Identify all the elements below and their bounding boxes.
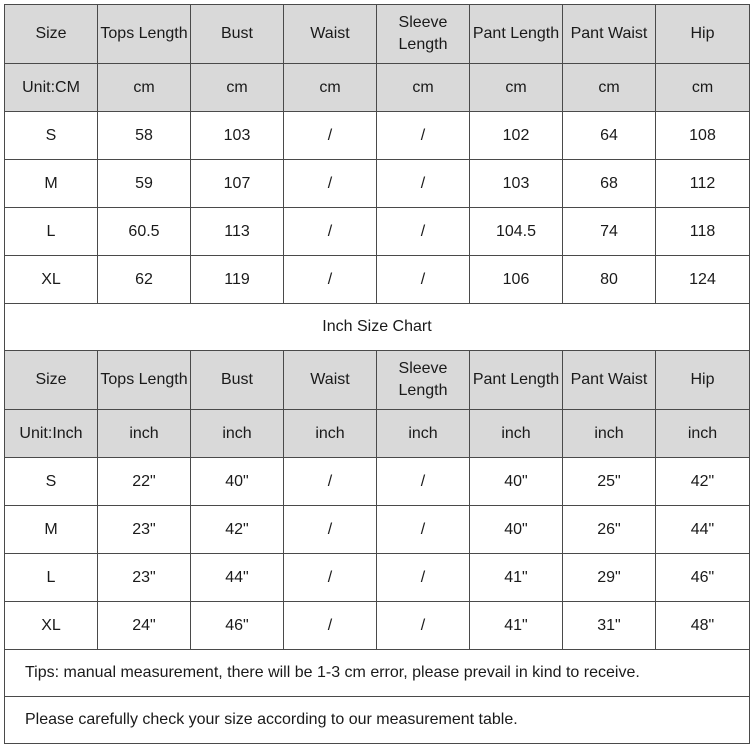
table-cell: 108 <box>656 112 750 160</box>
table-cell: 102 <box>470 112 563 160</box>
unit-cell: cm <box>98 64 191 112</box>
table-cell: 107 <box>191 160 284 208</box>
header-cell: Tops Length <box>98 5 191 64</box>
inch-header-row <box>5 351 750 410</box>
table-cell: / <box>377 458 470 506</box>
table-cell: 106 <box>470 256 563 304</box>
table-cell: 74 <box>563 208 656 256</box>
table-cell: 42" <box>656 458 750 506</box>
cm-unit-row <box>5 64 750 112</box>
table-cell: 41" <box>470 554 563 602</box>
table-cell: 25" <box>563 458 656 506</box>
table-cell: 113 <box>191 208 284 256</box>
table-cell: 112 <box>656 160 750 208</box>
table-cell: 24" <box>98 602 191 650</box>
header-cell: Pant Length <box>470 5 563 64</box>
table-cell: 124 <box>656 256 750 304</box>
unit-cell: cm <box>191 64 284 112</box>
size-chart-table <box>4 4 750 744</box>
header-cell: Tops Length <box>98 351 191 410</box>
unit-cell: cm <box>284 64 377 112</box>
table-cell: 46" <box>656 554 750 602</box>
table-cell: / <box>377 602 470 650</box>
check-size-row <box>5 697 750 744</box>
header-cell: Bust <box>191 5 284 64</box>
unit-cell: Unit:CM <box>5 64 98 112</box>
table-cell: / <box>377 160 470 208</box>
table-cell: 118 <box>656 208 750 256</box>
table-row <box>5 506 750 554</box>
unit-cell: cm <box>470 64 563 112</box>
tips-note: Tips: manual measurement, there will be 1-3 cm error, please prevail in kind to receive. <box>5 650 750 697</box>
table-row <box>5 256 750 304</box>
table-cell: 23" <box>98 554 191 602</box>
table-row <box>5 602 750 650</box>
table-cell: S <box>5 458 98 506</box>
table-cell: S <box>5 112 98 160</box>
header-cell: Hip <box>656 351 750 410</box>
table-cell: 119 <box>191 256 284 304</box>
table-cell: L <box>5 208 98 256</box>
table-cell: / <box>284 112 377 160</box>
table-cell: 48" <box>656 602 750 650</box>
table-cell: 41" <box>470 602 563 650</box>
table-cell: M <box>5 506 98 554</box>
size-chart <box>4 4 749 751</box>
table-cell: XL <box>5 256 98 304</box>
table-cell: 103 <box>470 160 563 208</box>
table-cell: M <box>5 160 98 208</box>
table-cell: / <box>284 506 377 554</box>
inch-title-row <box>5 304 750 351</box>
header-cell: Sleeve Length <box>377 5 470 64</box>
table-row <box>5 160 750 208</box>
table-cell: 64 <box>563 112 656 160</box>
unit-cell: inch <box>377 410 470 458</box>
header-cell: Waist <box>284 5 377 64</box>
table-row <box>5 112 750 160</box>
table-cell: 40" <box>191 458 284 506</box>
table-cell: 23" <box>98 506 191 554</box>
table-cell: 103 <box>191 112 284 160</box>
unit-cell: inch <box>563 410 656 458</box>
table-cell: 58 <box>98 112 191 160</box>
table-row <box>5 208 750 256</box>
table-cell: 29" <box>563 554 656 602</box>
unit-cell: inch <box>470 410 563 458</box>
header-cell: Pant Waist <box>563 351 656 410</box>
table-cell: / <box>377 112 470 160</box>
check-size-note: Please carefully check your size according to our measurement table. <box>5 697 750 744</box>
table-cell: 44" <box>656 506 750 554</box>
table-cell: 26" <box>563 506 656 554</box>
table-cell: L <box>5 554 98 602</box>
table-cell: / <box>284 160 377 208</box>
table-cell: 60.5 <box>98 208 191 256</box>
table-cell: 104.5 <box>470 208 563 256</box>
header-cell: Bust <box>191 351 284 410</box>
table-cell: / <box>377 256 470 304</box>
table-cell: 68 <box>563 160 656 208</box>
header-cell: Size <box>5 351 98 410</box>
table-row <box>5 458 750 506</box>
table-cell: 44" <box>191 554 284 602</box>
table-cell: / <box>284 458 377 506</box>
table-cell: 59 <box>98 160 191 208</box>
cm-header-row <box>5 5 750 64</box>
table-cell: / <box>284 256 377 304</box>
inch-unit-row <box>5 410 750 458</box>
unit-cell: inch <box>284 410 377 458</box>
table-cell: XL <box>5 602 98 650</box>
inch-chart-title: Inch Size Chart <box>5 304 750 351</box>
header-cell: Pant Waist <box>563 5 656 64</box>
tips-row <box>5 650 750 697</box>
unit-cell: Unit:Inch <box>5 410 98 458</box>
unit-cell: cm <box>656 64 750 112</box>
unit-cell: cm <box>563 64 656 112</box>
table-cell: 62 <box>98 256 191 304</box>
table-cell: / <box>377 554 470 602</box>
unit-cell: inch <box>98 410 191 458</box>
table-cell: 22" <box>98 458 191 506</box>
table-cell: 40" <box>470 506 563 554</box>
table-cell: 80 <box>563 256 656 304</box>
table-cell: / <box>377 208 470 256</box>
table-cell: / <box>284 602 377 650</box>
header-cell: Waist <box>284 351 377 410</box>
header-cell: Sleeve Length <box>377 351 470 410</box>
table-cell: 46" <box>191 602 284 650</box>
header-cell: Pant Length <box>470 351 563 410</box>
unit-cell: cm <box>377 64 470 112</box>
table-cell: / <box>284 554 377 602</box>
table-cell: / <box>377 506 470 554</box>
table-cell: 42" <box>191 506 284 554</box>
table-row <box>5 554 750 602</box>
header-cell: Hip <box>656 5 750 64</box>
table-cell: 40" <box>470 458 563 506</box>
unit-cell: inch <box>191 410 284 458</box>
table-cell: / <box>284 208 377 256</box>
header-cell: Size <box>5 5 98 64</box>
table-cell: 31" <box>563 602 656 650</box>
unit-cell: inch <box>656 410 750 458</box>
